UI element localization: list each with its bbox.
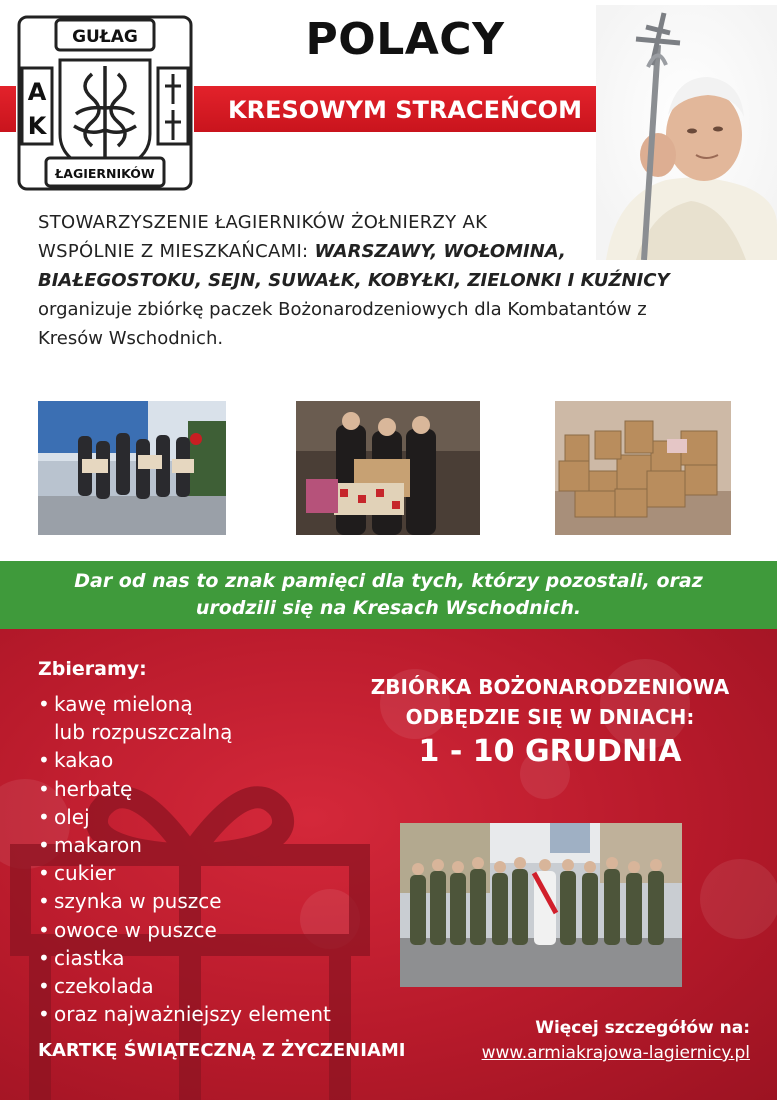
christmas-card-note: KARTKĘ ŚWIĄTECZNĄ Z ŻYCZENIAMI (38, 1040, 406, 1061)
memory-banner-line-2: urodzili się na Kresach Wschodnich. (195, 597, 582, 619)
collect-list (38, 690, 331, 1028)
association-logo (16, 14, 194, 192)
list-item: • oraz najważniejszy element (38, 1002, 331, 1027)
list-item: • kakao (38, 748, 114, 773)
photo-veterans (400, 823, 682, 987)
logo-top-text: GUŁAG (72, 27, 138, 47)
event-line-2: ODBĘDZIE SIĘ W DNIACH: (405, 705, 695, 729)
logo-letter-a: A (27, 78, 47, 106)
list-item: • ciastka (38, 945, 125, 970)
intro-text (38, 208, 758, 353)
list-item: • owoce w puszce (38, 917, 217, 942)
list-item: • makaron (38, 833, 142, 858)
event-dates: 1 - 10 GRUDNIA (418, 734, 682, 769)
list-item: • czekolada (38, 974, 154, 999)
photo-group-indoor (296, 401, 480, 535)
intro-line-3-cities: BIAŁEGOSTOKU, SEJN, SUWAŁK, KOBYŁKI, ZIELONKI I KUŹNICY (38, 270, 670, 291)
more-info-label: Więcej szczegółów na: (535, 1018, 750, 1038)
intro-line-4: organizuje zbiórkę paczek Bożonarodzeniowych dla Kombatantów z (38, 299, 647, 320)
page-subtitle: KRESOWYM STRACEŃCOM (228, 96, 582, 124)
intro-line-2 (38, 237, 758, 266)
website-link[interactable]: www.armiakrajowa-lagiernicy.pl (481, 1043, 750, 1063)
memory-banner-text (0, 568, 777, 622)
logo-letter-k: K (27, 112, 47, 140)
event-line-1: ZBIÓRKA BOŻONARODZENIOWA (370, 675, 730, 699)
list-item: • szynka w puszce (38, 889, 222, 914)
bokeh-light (700, 859, 777, 939)
list-item: • herbatę (38, 776, 133, 801)
list-item: • olej (38, 804, 90, 829)
intro-line-5: Kresów Wschodnich. (38, 328, 224, 349)
photo-boxes (555, 401, 731, 535)
list-item: • kawę mieloną (38, 692, 193, 716)
intro-line-2-cities: WARSZAWY, WOŁOMINA, (314, 241, 566, 262)
list-item-continuation: lub rozpuszczalną (54, 720, 233, 745)
intro-line-2-prefix: WSPÓLNIE Z MIESZKAŃCAMI: (38, 241, 315, 262)
list-item: • cukier (38, 861, 116, 886)
photo-group-outdoor (38, 401, 226, 535)
logo-bottom-text: ŁAGIERNIKÓW (55, 166, 155, 181)
event-heading (330, 672, 770, 732)
intro-line-1: STOWARZYSZENIE ŁAGIERNIKÓW ŻOŁNIERZY AK (38, 212, 488, 233)
page-title: POLACY (305, 14, 505, 65)
collect-title: Zbieramy: (38, 658, 147, 680)
memory-banner-line-1: Dar od nas to znak pamięci dla tych, którzy pozostali, oraz (74, 570, 703, 592)
